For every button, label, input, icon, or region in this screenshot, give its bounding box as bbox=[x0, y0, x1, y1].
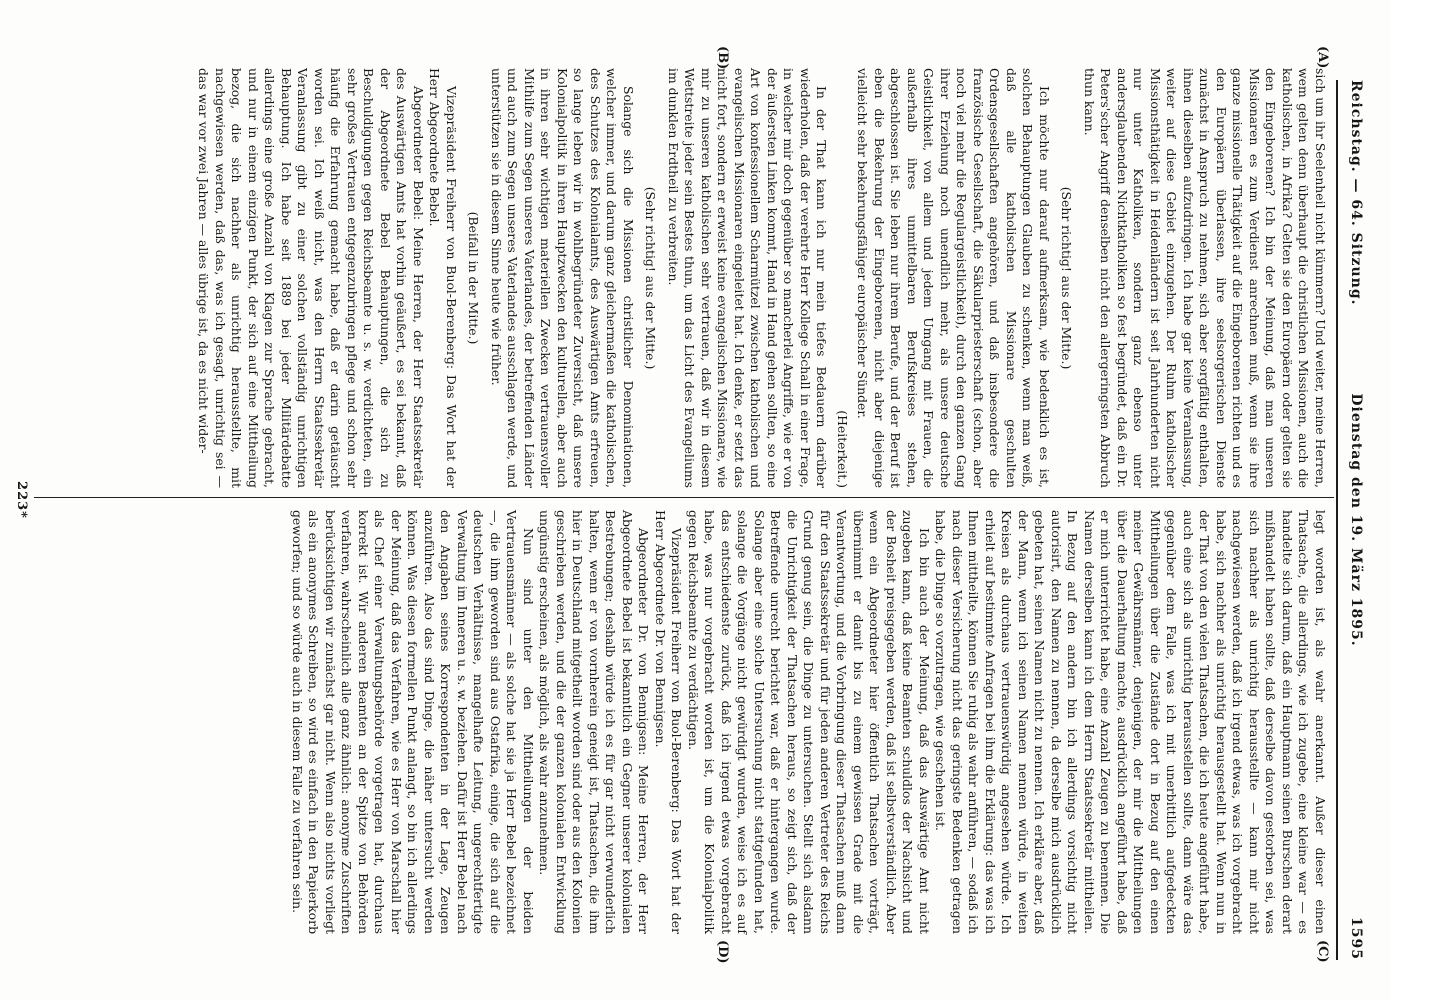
paragraph: In der That kann ich nur mein tiefes Bedauern darüber wiederholen, daß der verehrte Herr Kollege Schall in einer Frage, in welcher mir doch gegenüber so mancherlei Angriffe, wie er von der äußersten Linken kommt, Hand in Hand gehen sollten, so eine Art von konfessionellem Scharmützel zwischen katholischen und evangelischen Missionaren eingeleitet hat. Ich denke, er setzt das nicht fort, sondern er erweist keine evangelischen Missionare, wie mir zu unseren katholischen sehr vertrauen, daß wir in diesem Wettstreite jeder sein Bestes thun, um das Licht des Evangeliums im dunklen Erdtheil zu verbreiten. bbox=[666, 68, 830, 488]
interjection: (Heiterkeit.) bbox=[835, 410, 850, 488]
header-date: Dienstag den 19. März 1895. bbox=[1348, 393, 1364, 647]
page-header bbox=[1342, 80, 1368, 960]
paragraph: legt worden ist, als wahr anerkannt. Außer dieser einen Thatsache, die allerdings, wie ich zugebe, eine kleine war — es handelte sich darum, daß ein Hauptmann seinen Burschen derart mißhandelt haben sollte, daß derselbe davon gestorben sei, was sich nachher als unrichtig herausstellte — kann mir nicht nachgewiesen werden, daß ich irgend etwas, was ich vorgebracht habe, sich nachher als unrichtig herausgestellt hat. Wenn nun in der That von den vielen Thatsachen, die ich heute angeführt habe, auch eine sich als unrichtig herausstellen sollte, dann wäre das gegenüber dem Falle, was ich mit unerbittlich aufgedeckten Mittheilungen über die Zustände dort in Bezug auf den einen meiner Gewährsmänner, denjenigen, der mir die Mittheilungen über die Dauerhaltung machte, ausdrücklich angeführt habe, daß er mich unterrichtet habe, eine Anzahl Zeugen zu benennen. Die Namen derselben kann ich dem Herrn Staatssekretär mittheilen. In Bezug auf den andern bin ich allerdings vorsichtig nicht autorisirt, den Namen zu nennen, da derselbe mich ausdrücklich gebeten hat, seinen Namen nicht zu nennen. Ich erkläre aber, daß der Mann, wenn ich seinen Namen nennen würde, in weiten Kreisen als durchaus vertrauenswürdig angesehen würde. Ich erhielt auf bestimmte Anfragen bei ihm die Erklärung: das was ich Ihnen mittheilte, können Sie ruhig als wahr anführen, — sodaß ich nach dieser Versicherung nicht das geringste Bedenken getragen habe, die Dinge so vorzutragen, wie geschehen ist. bbox=[933, 510, 1328, 934]
speaker-paragraph: Vizepräsident Freiherr von Buol-Berenberg: Das Wort hat der Herr Abgeordnete Dr. von Bennigsen. bbox=[653, 510, 685, 934]
header-page-number: 1595 bbox=[1348, 917, 1364, 960]
footer-page-number: 223* bbox=[14, 481, 29, 519]
interjection: (Beifall in der Mitte.) bbox=[466, 211, 482, 345]
speaker-paragraph: Abgeordneter Bebel: Meine Herren, der Herr Staatssekretär des Auswärtigen Amts hat vorhin geäußert, es sei bekannt, daß der Abgeordnete Bebel Behauptungen, die sich zu Beschuldigungen gegen Reichsbeamte u. s. w. verdichteten, ein sehr großes Vertrauen entgegenzubringen pflege und schon sehr häufig die Erfahrung gemacht habe, daß er darin getäuscht worden sei. Ich weiß nicht, was den Herrn Staatssekretär Veranlassung gibt zu einer solchen vollständig unrichtigen Behauptung. Ich habe seit 1889 bei jeder Militärdebatte allerdings eine große Anzahl von Klagen zur Sprache gebracht, und nur in einem einzigen Punkt, der sich auf eine Mittheilung bezog, die sich nachher als unrichtig herausstellte, mit nachgewiesen werden, daß das, was ich gesagt, unrichtig sei — das war vor zwei Jahren — alles übrige ist, da es nicht wider- bbox=[196, 68, 426, 488]
right-column bbox=[289, 510, 1329, 934]
header-session: Reichstag. — 64. Sitzung. bbox=[1348, 80, 1364, 306]
interjection: (Sehr richtig! aus der Mitte.) bbox=[643, 186, 659, 370]
header-rule bbox=[1336, 80, 1338, 960]
paragraph: Ich möchte nur darauf aufmerksam, wie bedenklich es ist, solchen Behauptungen Glauben zu schenken, wenn man weiß, daß alle katholischen Missionare geschulten Ordensgesellschaften angehören, und daß insbesondere die französische Gesellschaft, die Säkularpriesterschaft (schon, aber noch viel mehr die Regulargeistlichkeit), durch den ganzen Gang ihrer Erziehung noch unendlich mehr, als unsere deutsche Geistlichkeit, von allem und jedem Umgang mit Frauen, die außerhalb ihres unmittelbaren Berufskreises stehen, abgeschlossen ist. Sie leben nur ihrem Berufe, und der Beruf ist eben die Bekehrung der Eingeborenen, nicht aber diejenige vielleicht sehr bekehrungsfähiger europäischer Sünder. bbox=[855, 68, 1052, 488]
margin-marker-c: (C) bbox=[1315, 940, 1330, 963]
interjection: (Sehr richtig! aus der Mitte.) bbox=[1059, 186, 1075, 370]
margin-marker-d: (D) bbox=[715, 940, 730, 964]
paragraph: Nun sind unter den Mittheilungen der beiden Vertrauensmänner — als solche hat sie ja Herr Bebel bezeichnet —, die ihm geworden sind aus Ostafrika, einige, die sich auf die deutschen Verhältnisse, mangelhafte Leitung, ungerechtfertigte Verwaltung im Inneren u. s. w. beziehen. Dafür ist Herr Bebel nach den Angaben seines Korrespondenten in der Lage, Zeugen anzuführen. Also das sind Dinge, die näher untersucht werden können. Was diesen formellen Punkt anlangt, so bin ich allerdings der Meinung, daß das Verfahren, wie es Herr von Marschall hier als Chef einer Verwaltungsbehörde vorgetragen hat, durchaus korrekt ist. Wir anderen Beamten an der Spitze von Behörden verfahren, wahrscheinlich alle ganz ähnlich: anonyme Zuschriften berücksichtigen wir zunächst gar nicht. Wenn also nichts vorliegt als ein anonymes Schreiben, so wird es einfach in den Papierkorb geworfen; und so würde auch in diesem Falle zu verfahren sein. bbox=[290, 510, 536, 934]
speaker-paragraph: Abgeordneter Dr. von Bennigsen: Meine Herren, der Herr Abgeordnete Bebel ist bekanntlich ein Gegner unserer kolonialen Bestrebungen; deshalb würde ich es für gar nicht verwunderlich halten, wenn er von vornherein geneigt ist, Thatsachen, die ihm hier in Deutschland mitgetheilt worden sind oder aus den Kolonien geschrieben werden, und die der ganzen kolonialen Entwicklung ungünstig erscheinen, als möglich, als wahr anzunehmen. bbox=[537, 510, 652, 934]
margin-marker-b: (B) bbox=[715, 46, 730, 70]
left-column bbox=[195, 68, 1328, 488]
paragraph: Solange sich die Missionen christlicher Denominationen, welcher immer, und darum ganz gleichermaßen die katholischen, des Schutzes des Kolonialamts, des Auswärtigen Amts erfreuen, so lange leben wir in wohlbegründeter Zuversicht, daß unsere Kolonialpolitik in ihren Hauptzwecken den kulturellen, aber auch in ihren sehr wichtigen materiellen Zwecken vertrauensvoller Mithilfe zum Segen unseres Vaterlandes, der betreffenden Länder und auch zum Segen unseres Vaterlandes ausschlagen werde, und unterstützen sie in diesem Sinne heute wie früher. bbox=[489, 68, 636, 488]
column-divider bbox=[34, 497, 1334, 498]
margin-marker-a: (A) bbox=[1315, 46, 1330, 69]
speaker-paragraph: Vizepräsident Freiherr von Buol-Berenberg: Das Wort hat der Herr Abgeordnete Bebel. bbox=[427, 68, 459, 488]
paragraph: Ich bin auch der Meinung, daß das Auswärtige Amt nicht zugeben kann, daß keine Beamten schuldlos der Nachsicht und der Bosheit preisgegeben werden, daß ist selbstverständlich. Aber wenn ein Abgeordneter hier öffentlich Thatsachen vorträgt, übernimmt er damit bis zu einem gewissen Grade mit die Verantwortung, und die Vorbringung dieser Thatsachen muß dann für den Staatssekretär und für jeden anderen Vertreter des Reichs Grund genug sein, die Dinge zu untersuchen. Stellt sich alsdann die Unrichtigkeit der Thatsachen heraus, so zeigt sich, daß der Betreffende unrecht berichtet war, daß er hintergangen wurde. Solange aber eine solche Untersuchung nicht stattgefunden hat, solange die Vorgänge nicht gewürdigt wurden, weise ich es auf das entschiedenste zurück, daß ich irgend etwas vorgebracht habe, was nur vorgebracht worden ist, um die Kolonialpolitik gegen Reichsbeamte zu verdächtigen. bbox=[686, 510, 932, 934]
paragraph: sich um ihr Seelenheil nicht kümmern? Und weiter, meine Herren, wem gelten denn überhaupt die christlichen Missionen, auch die katholischen, in Afrika? Gelten sie den Europäern oder gelten sie den Eingeborenen? Ich bin der Meinung, daß man unseren Missionaren es zum Verdienst anrechnen muß, wenn sie ihre ganze missionelle Thätigkeit auf die Eingeborenen richten und es den Europäern überlassen, ihre seelsorgerischen Dienste zunächst in Anspruch zu nehmen, sich aber sorgfältig enthalten, ihnen dieselben aufzudringen. Ich habe gar keine Veranlassung, weiter auf diese Gebiet einzugehen. Der Ruhm katholischer Missionsthätigkeit in Heidenländern ist seit Jahrhunderten nicht nur unter Katholiken, sondern ganz ebenso unter andersglaubenden Nichtkatholiken so fest begründet, daß ein Dr. Peters'scher Angriff denselben nicht den allergeringsten Abbruch thun kann. bbox=[1082, 68, 1328, 488]
